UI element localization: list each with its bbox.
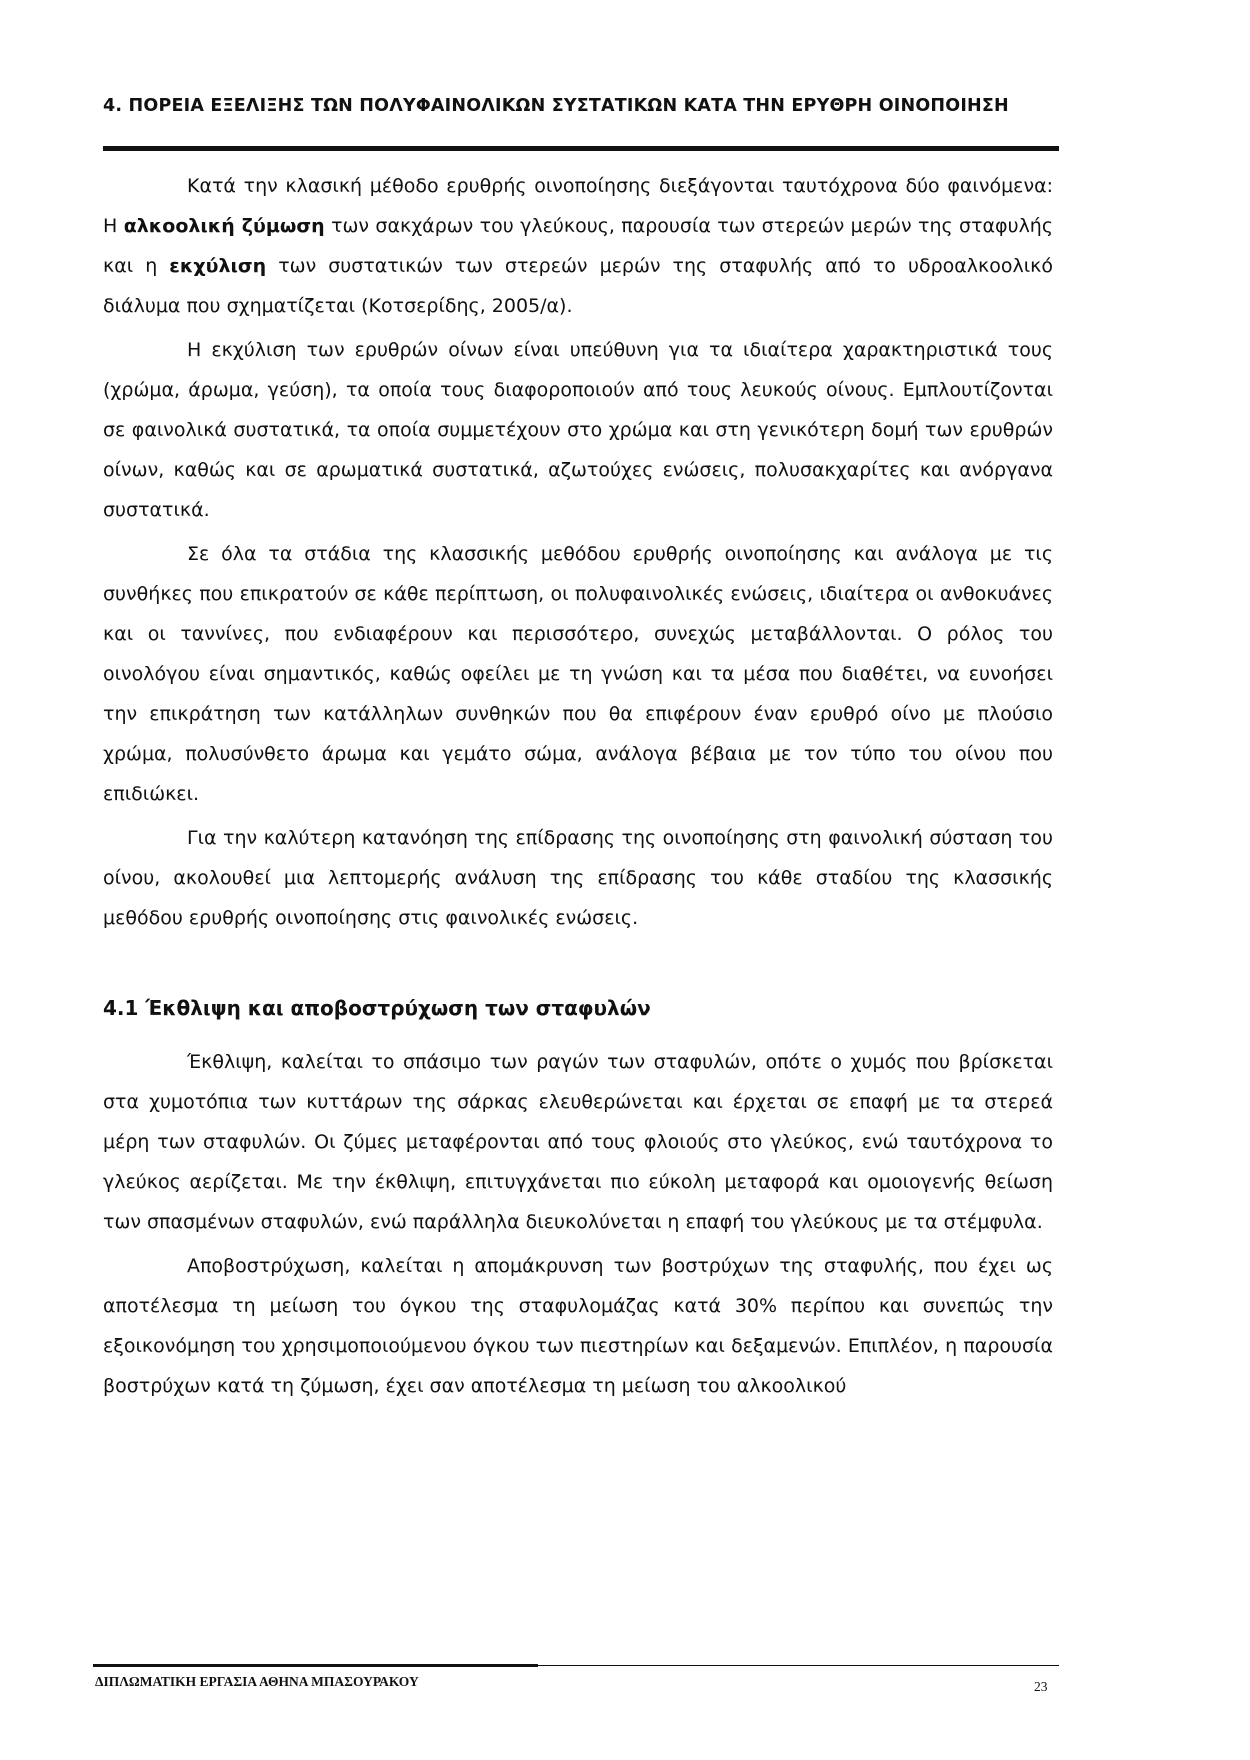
intro-text-1: Κατά την κλασική μέθοδο ερυθρής οινοποίησης διεξάγονται ταυτόχρονα δύο φαινόμενα: Η [103, 175, 1053, 237]
paragraph-analysis: Για την καλύτερη κατανόηση της επίδρασης της οινοποίησης στη φαινολική σύσταση του οίνου, ακολουθεί μια λεπτομερής ανάλυση της επίδρασης του κάθε σταδίου της κλασσικής μεθόδου ερυθρής οινοποίησης στις φαινολικές ενώσεις. [103, 827, 1053, 929]
paragraph-destemming: Αποβοστρύχωση, καλείται η απομάκρυνση των βοστρύχων της σταφυλής, που έχει ως αποτέλεσμα τη μείωση του όγκου της σταφυλομάζας κατά 30% περίπου και συνεπώς την εξοικονόμηση του χρησιμοποιούμενου όγκου των πιεστηρίων και δεξαμενών. Επιπλέον, η παρουσία βοστρύχων κατά τη ζύμωση, έχει σαν αποτέλεσμα τη μείωση του αλκοολικού [103, 1255, 1053, 1397]
footer-rule [93, 1664, 538, 1667]
extraction-term: εκχύλιση [169, 255, 267, 277]
footer-text: ΔΙΠΛΩΜΑΤΙΚΗ ΕΡΓΑΣΙΑ ΑΘΗΝΑ ΜΠΑΣΟΥΡΑΚΟΥ [95, 1674, 419, 1689]
alcoholic-fermentation-term: αλκοολική ζύμωση [123, 215, 325, 237]
footer-rule-thin [538, 1665, 1059, 1666]
page-number: 23 [1034, 1679, 1048, 1694]
document-body [103, 166, 1053, 1406]
intro-text-2: των σακχάρων του γλεύκους, παρουσία των στερεών μερών της σταφυλής και η [103, 215, 1054, 277]
intro-paragraph [103, 166, 1053, 326]
header-rule [103, 146, 1059, 151]
intro-text-3: των συστατικών των στερεών μερών της σταφυλής από το υδροαλκοολικό διάλυμα που σχηματίζεται (Κοτσερίδης, 2005/α). [103, 255, 1053, 317]
section-heading: 4.1 Έκθλιψη και αποβοστρύχωση των σταφυλών [103, 996, 651, 1020]
paragraph-crushing: Έκθλιψη, καλείται το σπάσιμο των ραγών των σταφυλών, οπότε ο χυμός που βρίσκεται στα χυμοτόπια των κυττάρων της σάρκας ελευθερώνεται και έρχεται σε επαφή με τα στερεά μέρη των σταφυλών. Οι ζύμες μεταφέρονται από τους φλοιούς στο γλεύκος, ενώ ταυτόχρονα το γλεύκος αερίζεται. Με την έκθλιψη, επιτυγχάνεται πιο εύκολη μεταφορά και ομοιογενής θείωση των σπασμένων σταφυλών, ενώ παράλληλα διευκολύνεται η επαφή του γλεύκους με τα στέμφυλα. [103, 1051, 1053, 1233]
paragraph-extraction: Η εκχύλιση των ερυθρών οίνων είναι υπεύθυνη για τα ιδιαίτερα χαρακτηριστικά τους (χρώμα, άρωμα, γεύση), τα οποία τους διαφοροποιούν από τους λευκούς οίνους. Εμπλουτίζονται σε φαινολικά συστατικά, τα οποία συμμετέχουν στο χρώμα και στη γενικότερη δομή των ερυθρών οίνων, καθώς και σε αρωματικά συστατικά, αζωτούχες ενώσεις, πολυσακχαρίτες και ανόργανα συστατικά. [103, 339, 1053, 521]
paragraph-stages: Σε όλα τα στάδια της κλασσικής μεθόδου ερυθρής οινοποίησης και ανάλογα με τις συνθήκες που επικρατούν σε κάθε περίπτωση, οι πολυφαινολικές ενώσεις, ιδιαίτερα οι ανθοκυάνες και οι ταννίνες, που ενδιαφέρουν και περισσότερο, συνεχώς μεταβάλλονται. Ο ρόλος του οινολόγου είναι σημαντικός, καθώς οφείλει με τη γνώση και τα μέσα που διαθέτει, να ευνοήσει την επικράτηση των κατάλληλων συνθηκών που θα επιφέρουν έναν ερυθρό οίνο με πλούσιο χρώμα, πολυσύνθετο άρωμα και γεμάτο σώμα, ανάλογα βέβαια με τον τύπο του οίνου που επιδιώκει. [103, 543, 1053, 805]
page-header-title: 4. ΠΟΡΕΙΑ ΕΞΕΛΙΞΗΣ ΤΩΝ ΠΟΛΥΦΑΙΝΟΛΙΚΩΝ ΣΥΣΤΑΤΙΚΩΝ ΚΑΤΑ ΤΗΝ ΕΡΥΘΡΗ ΟΙΝΟΠΟΙΗΣΗ [103, 96, 1009, 116]
